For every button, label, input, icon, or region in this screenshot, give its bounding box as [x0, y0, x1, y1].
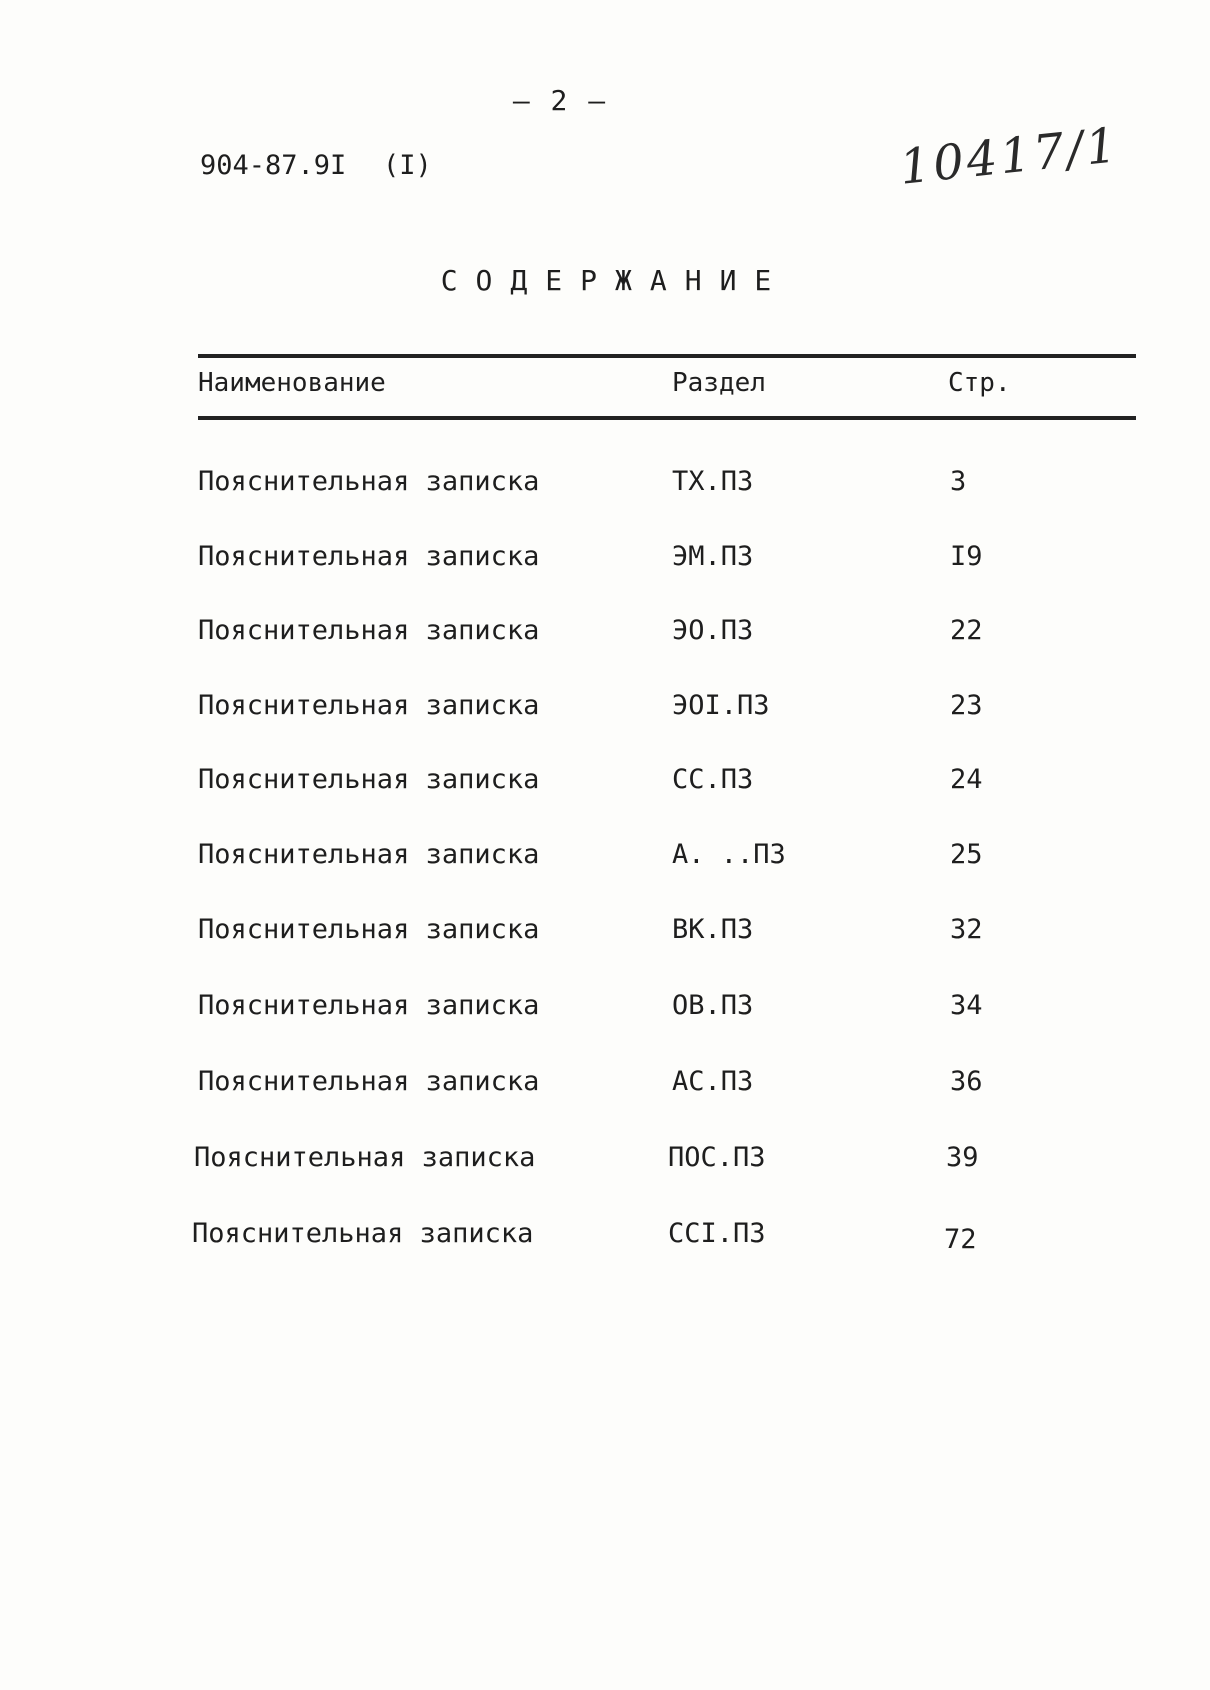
- row-section: А. ..ПЗ: [672, 839, 786, 870]
- table-header-rule: [198, 416, 1136, 420]
- row-name: Пояснительная записка: [198, 690, 540, 721]
- table-row: [0, 541, 1210, 581]
- row-page: 34: [950, 990, 983, 1021]
- table-row: [0, 1066, 1210, 1106]
- row-section: АС.ПЗ: [672, 1066, 754, 1097]
- row-section: ССI.ПЗ: [668, 1218, 766, 1249]
- table-row: [0, 914, 1210, 954]
- row-section: ЭОI.ПЗ: [672, 690, 770, 721]
- header-section: Раздел: [672, 368, 766, 398]
- table-top-rule: [198, 354, 1136, 358]
- row-section: ОВ.ПЗ: [672, 990, 754, 1021]
- row-page: 22: [950, 615, 983, 646]
- row-page: I9: [950, 541, 983, 572]
- row-name: Пояснительная записка: [192, 1218, 534, 1249]
- table-row: [0, 990, 1210, 1030]
- header-page: Стр.: [948, 368, 1011, 398]
- row-section: СС.ПЗ: [672, 764, 754, 795]
- row-name: Пояснительная записка: [198, 990, 540, 1021]
- row-section: ЭО.ПЗ: [672, 615, 754, 646]
- row-page: 39: [946, 1142, 979, 1173]
- row-section: ТХ.ПЗ: [672, 466, 754, 497]
- row-page: 23: [950, 690, 983, 721]
- row-name: Пояснительная записка: [198, 764, 540, 795]
- document-code: 904-87.9I: [200, 150, 347, 181]
- row-name: Пояснительная записка: [198, 541, 540, 572]
- row-name: Пояснительная записка: [194, 1142, 536, 1173]
- row-page: 72: [944, 1224, 977, 1255]
- table-row: [0, 1218, 1210, 1258]
- row-name: Пояснительная записка: [198, 615, 540, 646]
- row-page: 32: [950, 914, 983, 945]
- row-name: Пояснительная записка: [198, 914, 540, 945]
- table-row: [0, 466, 1210, 506]
- header-name: Наименование: [198, 368, 386, 398]
- row-section: ЭМ.ПЗ: [672, 541, 754, 572]
- table-row: [0, 690, 1210, 730]
- row-name: Пояснительная записка: [198, 839, 540, 870]
- row-section: ПОС.ПЗ: [668, 1142, 766, 1173]
- table-row: [0, 1142, 1210, 1182]
- row-page: 3: [950, 466, 967, 497]
- row-page: 24: [950, 764, 983, 795]
- row-name: Пояснительная записка: [198, 1066, 540, 1097]
- document-volume: (I): [383, 150, 432, 181]
- table-row: [0, 615, 1210, 655]
- row-page: 25: [950, 839, 983, 870]
- table-row: [0, 839, 1210, 879]
- contents-title: СОДЕРЖАНИЕ: [440, 264, 790, 297]
- row-section: ВК.ПЗ: [672, 914, 754, 945]
- page-number: – 2 –: [512, 84, 608, 117]
- row-name: Пояснительная записка: [198, 466, 540, 497]
- handwritten-inventory-number: 10417/1: [897, 117, 1123, 196]
- row-page: 36: [950, 1066, 983, 1097]
- table-row: [0, 764, 1210, 804]
